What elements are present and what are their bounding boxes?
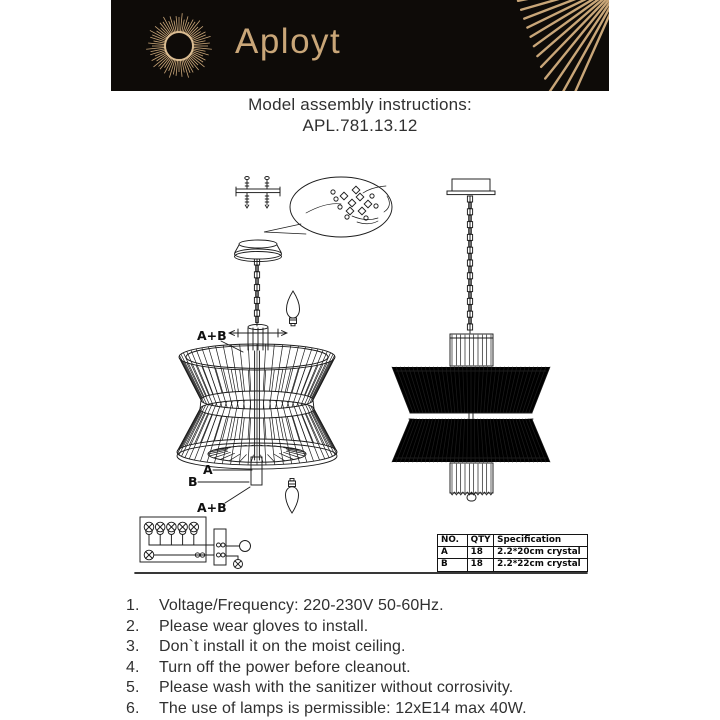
lamp-symbol-icon (144, 522, 242, 568)
screw-icon (245, 177, 269, 209)
top-crystal-column (450, 334, 493, 366)
table-header-no: NO. (438, 535, 468, 547)
bottom-crystal-column (450, 463, 493, 501)
banner-art (111, 0, 609, 91)
terminal-block (214, 529, 226, 565)
label-top-a-plus-b: A+B (197, 328, 227, 343)
lower-tier-front (392, 419, 550, 462)
parts-table (437, 534, 588, 572)
wiring-diagram (140, 517, 251, 569)
ceiling-canopy (235, 240, 282, 262)
mounting-bracket (236, 177, 280, 209)
candle-bulb-icon (287, 291, 300, 326)
cell-no: B (438, 559, 468, 571)
brand-logo-text: Aployt (235, 22, 342, 61)
list-item: 6. The use of lamps is permissible: 12xE14 max 40W. (126, 699, 527, 717)
hanging-chain (467, 196, 472, 333)
label-b: B (188, 474, 198, 489)
center-rod (251, 351, 262, 485)
center-hub (229, 324, 287, 350)
label-a: A (203, 462, 213, 477)
cell-no: A (438, 547, 468, 559)
lower-crystal-tier (177, 400, 337, 469)
model-number: APL.781.13.12 (302, 116, 418, 135)
page-title: Model assembly instructions: (248, 95, 472, 114)
list-item: 3. Don`t install it on the moist ceiling. (126, 638, 406, 656)
cell-spec: 2.2*20cm crystal (494, 547, 588, 559)
title-block (0, 94, 720, 136)
upper-crystal-tier (179, 344, 335, 409)
instruction-list (126, 596, 527, 720)
crystal-parts-icon (331, 186, 378, 220)
waist-band (200, 400, 314, 418)
exploded-view-drawing (177, 177, 392, 516)
list-item: 5. Please wash with the sanitizer without corrosivity. (126, 679, 514, 697)
starburst-center (167, 34, 192, 59)
list-item: 1. Voltage/Frequency: 220-230V 50-60Hz. (126, 597, 444, 614)
hanging-rod (254, 259, 259, 326)
upper-tier-front (392, 367, 550, 413)
table-row (438, 559, 588, 571)
ceiling-plate (447, 179, 495, 195)
label-bottom-a-plus-b: A+B (197, 500, 227, 515)
junction-circle (240, 541, 251, 552)
assembled-view-drawing (392, 179, 550, 501)
rays-decoration-icon (518, 0, 609, 91)
waist-band-front (409, 413, 533, 421)
table-header-spec: Specification (494, 535, 588, 547)
crystal-callout-bubble (264, 177, 392, 237)
cell-qty: 18 (467, 559, 494, 571)
brand-banner (111, 0, 609, 91)
candle-bulb-icon (286, 479, 299, 514)
list-item: 2. Please wear gloves to install. (126, 617, 369, 635)
table-row (438, 547, 588, 559)
cell-qty: 18 (467, 547, 494, 559)
cell-spec: 2.2*22cm crystal (494, 559, 588, 571)
list-item: 4. Turn off the power before cleanout. (126, 658, 411, 676)
table-header-qty: QTY (467, 535, 494, 547)
